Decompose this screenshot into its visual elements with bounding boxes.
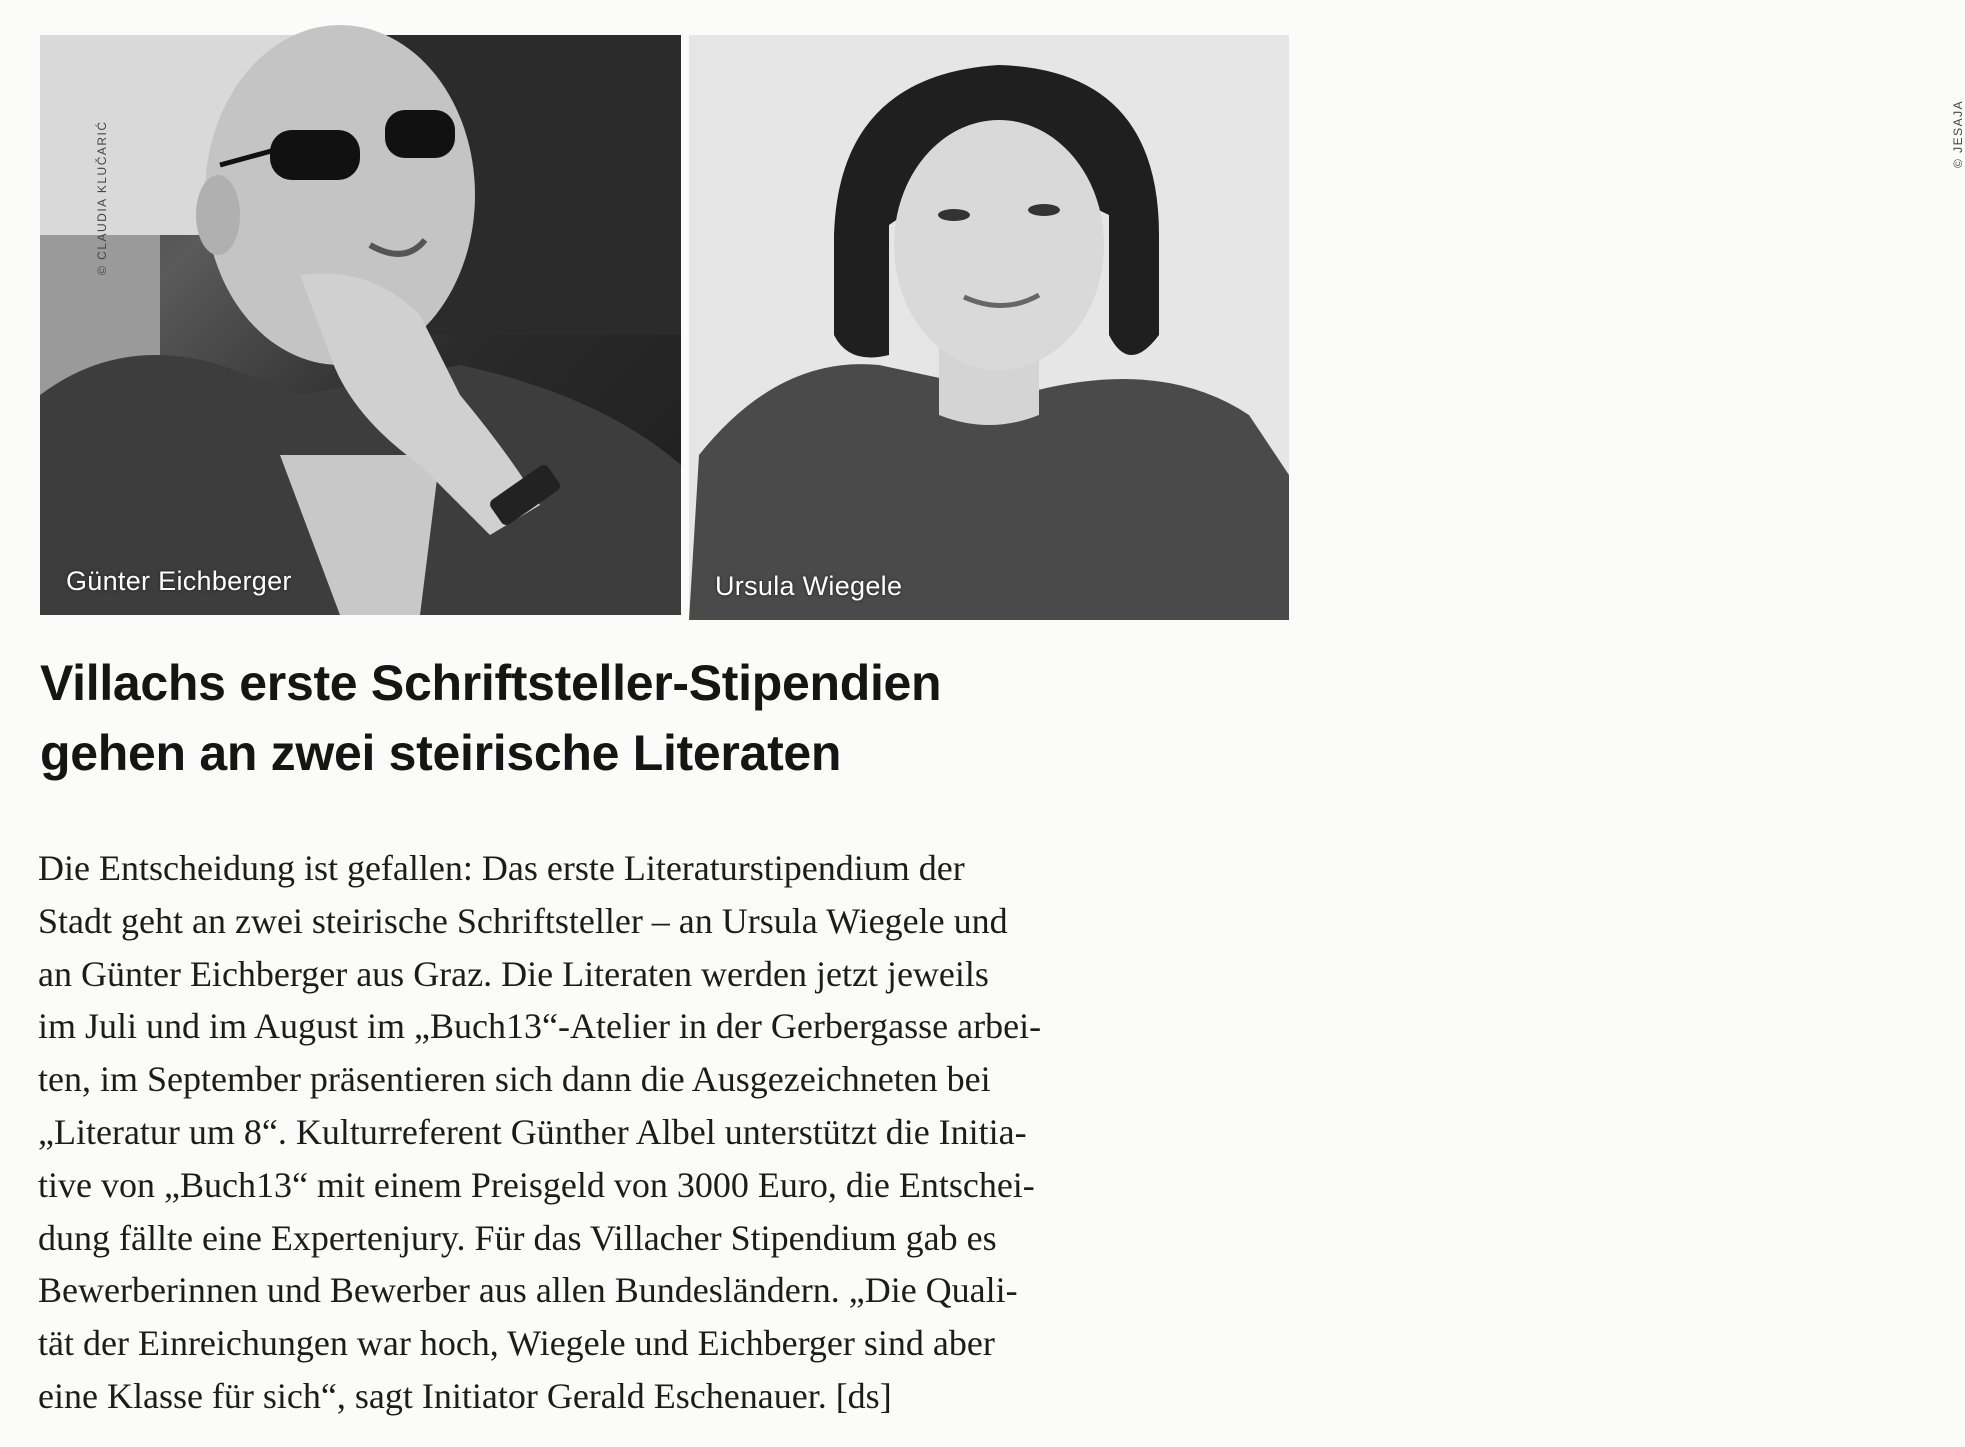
headline-line: gehen an zwei steirische Literaten xyxy=(40,725,842,781)
photo-credit: © CLAUDIA KLUČARIĆ xyxy=(95,120,109,275)
photo-caption: Günter Eichberger xyxy=(66,566,292,596)
body-line: Stadt geht an zwei steirische Schriftsteller – an Ursula Wiegele und xyxy=(38,900,1008,941)
body-line: an Günter Eichberger aus Graz. Die Literaten werden jetzt jeweils xyxy=(38,953,989,994)
portrait-man-illustration xyxy=(40,35,681,615)
body-line: dung fällte eine Expertenjury. Für das Villacher Stipendium gab es xyxy=(38,1217,997,1258)
body-line: tät der Einreichungen war hoch, Wiegele und Eichberger sind aber xyxy=(38,1323,995,1364)
body-line: eine Klasse für sich“, sagt Initiator Gerald Eschenauer. [ds] xyxy=(38,1375,892,1416)
portrait-woman-illustration xyxy=(689,35,1289,620)
photo-ursula-wiegele xyxy=(689,35,1965,620)
photo-guenter-eichberger xyxy=(40,35,681,615)
article-headline xyxy=(40,648,1300,788)
body-line: ten, im September präsentieren sich dann die Ausgezeichneten bei xyxy=(38,1059,991,1100)
photo-caption: Ursula Wiegele xyxy=(715,571,903,601)
body-line: tive von „Buch13“ mit einem Preisgeld von 3000 Euro, die Entschei- xyxy=(38,1164,1035,1205)
photo-credit: © JESAJA xyxy=(1951,99,1965,168)
body-line: Die Entscheidung ist gefallen: Das erste Literaturstipendium der xyxy=(38,848,965,888)
headline-line: Villachs erste Schriftsteller-Stipendien xyxy=(40,655,942,711)
article-body xyxy=(38,842,1300,1423)
body-line: im Juli und im August im „Buch13“-Atelier in der Gerbergasse arbei- xyxy=(38,1006,1042,1047)
body-line: „Literatur um 8“. Kulturreferent Günther Albel unterstützt die Initia- xyxy=(38,1111,1027,1152)
body-line: Bewerberinnen und Bewerber aus allen Bundesländern. „Die Quali- xyxy=(38,1270,1018,1311)
